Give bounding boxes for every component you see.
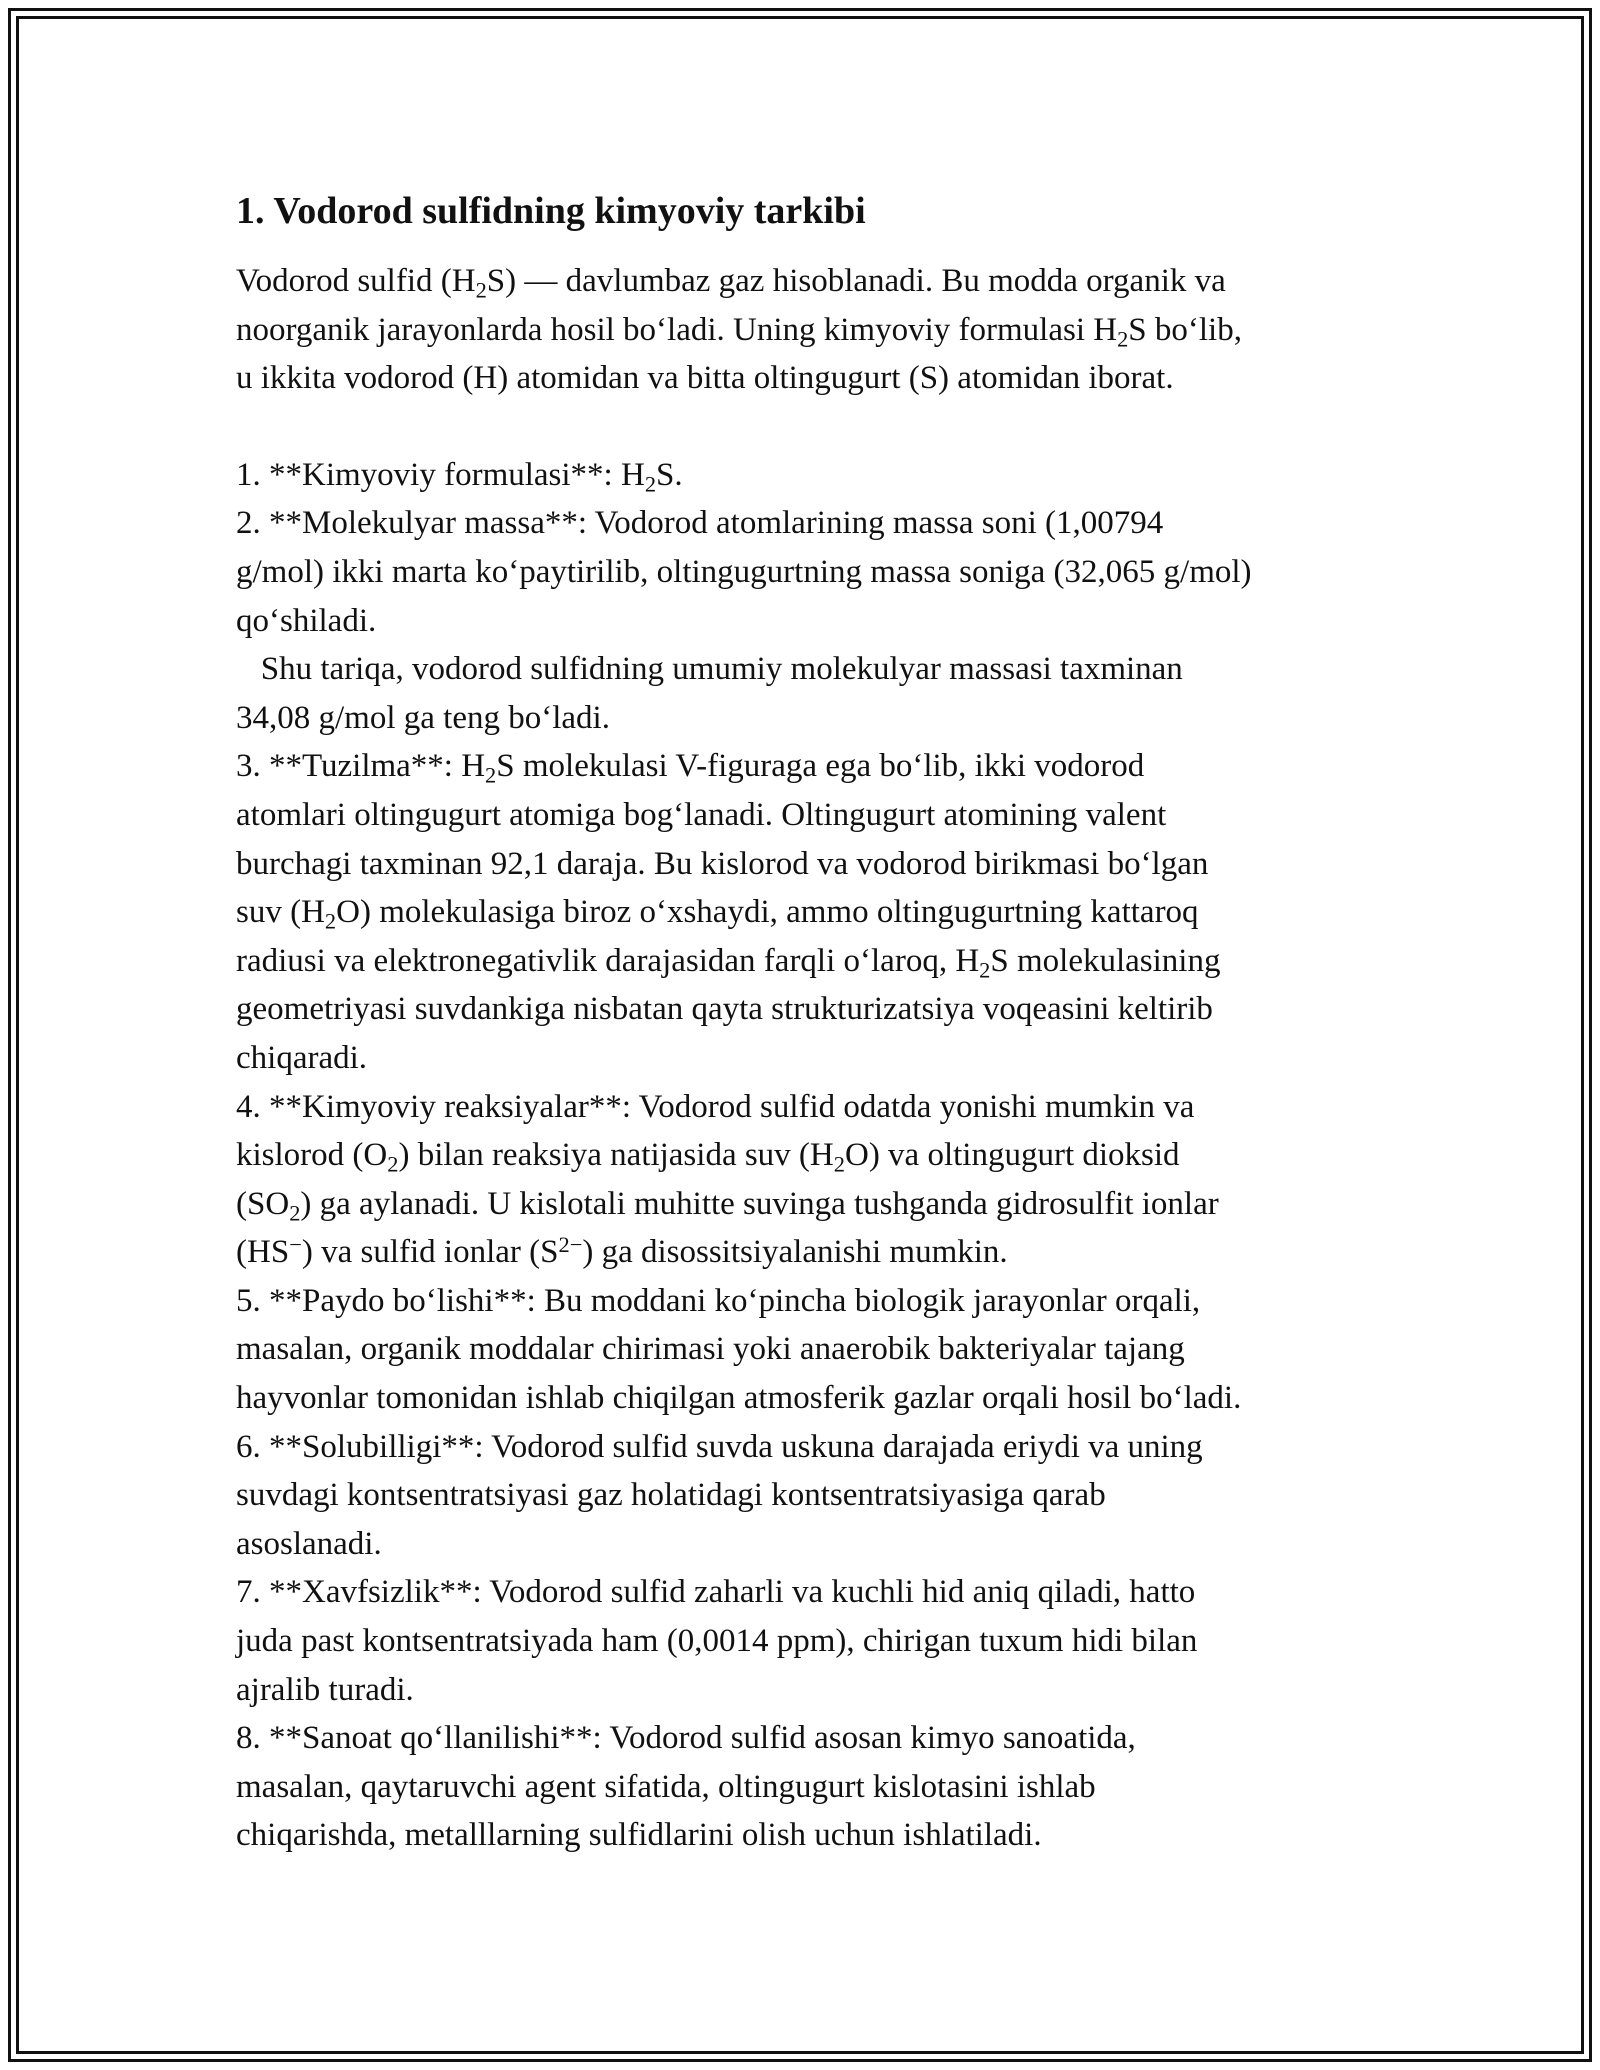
list-item-industrial-use: 8. **Sanoat qo‘llanilishi**: Vodorod sulfid asosan kimyo sanoatida, <box>236 1720 1136 1757</box>
list-item-formula: 1. **Kimyoviy formulasi**: $H_2S$. <box>236 456 683 497</box>
text-line: Vodorod sulfid $(H_2S)$ — davlumbaz gaz hisoblanadi. Bu modda organik va <box>236 263 1226 303</box>
text-line: $(SO_2)$ ga aylanadi. U kislotali muhitte suvinga tushganda gidrosulfit ionlar <box>236 1185 1219 1225</box>
text-line: (HS−) va sulfid ionlar $(S^{2-})$ ga disossitsiyalanishi mumkin. <box>236 1232 1008 1271</box>
list-item-solubility: 6. **Solubilligi**: Vodorod sulfid suvda uskuna darajada eriydi va uning <box>236 1428 1203 1465</box>
intro-paragraph <box>236 257 1376 403</box>
text-line: chiqaradi. <box>236 1039 368 1076</box>
text-line: noorganik jarayonlarda hosil bo‘ladi. Uning kimyoviy formulasi $H_2S$ bo‘lib, <box>236 311 1242 351</box>
text-line: suv $(H_2O)$ molekulasiga biroz o‘xshaydi, ammo oltingugurtning kattaroq <box>236 894 1199 934</box>
text-line: hayvonlar tomonidan ishlab chiqilgan atmosferik gazlar orqali hosil bo‘ladi. <box>236 1380 1242 1417</box>
text-line: masalan, organik moddalar chirimasi yoki anaerobik bakteriyalar tajang <box>236 1331 1185 1368</box>
text-line: Shu tariqa, vodorod sulfidning umumiy molekulyar massasi taxminan <box>236 651 1183 688</box>
text-line: kislorod $(O_2)$ bilan reaksiya natijasida suv $(H_2O)$ va oltingugurt dioksid <box>236 1137 1180 1177</box>
text-line: masalan, qaytaruvchi agent sifatida, oltingugurt kislotasini ishlab <box>236 1768 1096 1805</box>
property-list <box>236 451 1376 1860</box>
document-body <box>236 185 1376 1860</box>
list-item-structure: 3. **Tuzilma**: $H_2S$ molekulasi V-figuraga ega bo‘lib, ikki vodorod <box>236 748 1145 788</box>
text-line: chiqarishda, metalllarning sulfidlarini olish uchun ishlatiladi. <box>236 1817 1042 1854</box>
text-line: g/mol) ikki marta ko‘paytirilib, oltingugurtning massa soniga (32,065 g/mol) <box>236 553 1252 590</box>
text-line: ajralib turadi. <box>236 1671 414 1708</box>
text-line: 34,08 g/mol ga teng bo‘ladi. <box>236 699 610 736</box>
paragraph-gap <box>236 403 1376 451</box>
text-line: geometriyasi suvdankiga nisbatan qayta strukturizatsiya voqeasini keltirib <box>236 991 1213 1028</box>
text-line: suvdagi kontsentratsiyasi gaz holatidagi kontsentratsiyasiga qarab <box>236 1477 1106 1514</box>
text-line: burchagi taxminan 92,1 daraja. Bu kislorod va vodorod birikmasi bo‘lgan <box>236 845 1209 882</box>
section-heading: 1. Vodorod sulfidning kimyoviy tarkibi <box>236 190 866 232</box>
text-line: radiusi va elektronegativlik darajasidan farqli o‘laroq, $H_2S$ molekulasining <box>236 942 1221 982</box>
text-line: asoslanadi. <box>236 1525 382 1562</box>
text-line: atomlari oltingugurt atomiga bog‘lanadi. Oltingugurt atomining valent <box>236 796 1167 833</box>
text-line: u ikkita vodorod (H) atomidan va bitta oltingugurt (S) atomidan iborat. <box>236 360 1174 397</box>
list-item-molar-mass: 2. **Molekulyar massa**: Vodorod atomlarining massa soni (1,00794 <box>236 505 1164 542</box>
list-item-reactions: 4. **Kimyoviy reaksiyalar**: Vodorod sulfid odatda yonishi mumkin va <box>236 1088 1195 1125</box>
text-line: qo‘shiladi. <box>236 602 377 639</box>
text-line: juda past kontsentratsiyada ham (0,0014 ppm), chirigan tuxum hidi bilan <box>236 1623 1198 1660</box>
list-item-occurrence: 5. **Paydo bo‘lishi**: Bu moddani ko‘pincha biologik jarayonlar orqali, <box>236 1282 1201 1319</box>
list-item-safety: 7. **Xavfsizlik**: Vodorod sulfid zaharli va kuchli hid aniq qiladi, hatto <box>236 1574 1196 1611</box>
